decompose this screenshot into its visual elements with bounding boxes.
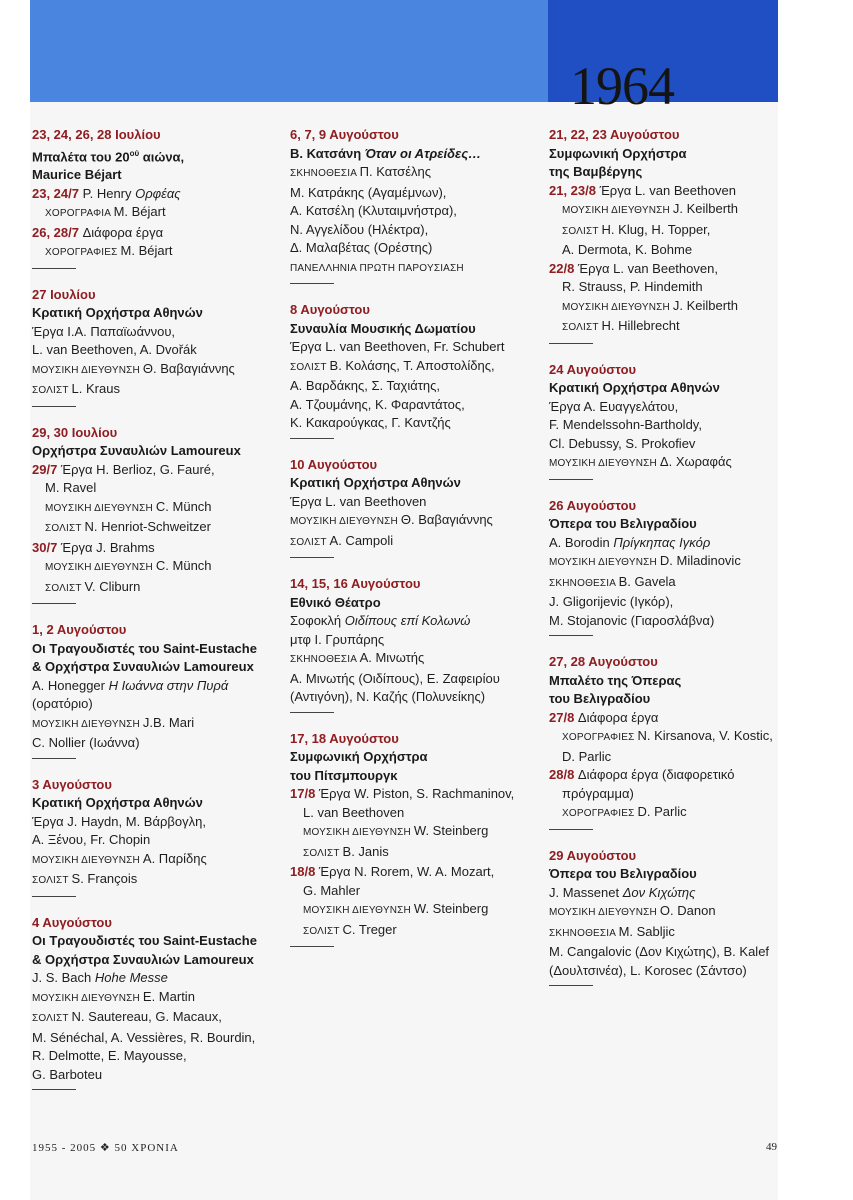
work-title: Β. Κατσάνη: [290, 145, 365, 161]
event-detail: [549, 573, 789, 594]
event-detail: [549, 534, 789, 553]
event-detail: M. Ravel: [45, 480, 97, 496]
text-segment: Θ. Βαβαγιάννης: [142, 360, 235, 376]
event-entry: [290, 456, 530, 559]
performance-date: 30/7: [32, 539, 61, 555]
event-title: Κρατική Ορχήστρα Αθηνών: [290, 475, 461, 490]
event-detail: [32, 870, 272, 891]
event-detail: Μ. Κατράκης (Αγαμέμνων),: [290, 184, 447, 200]
event-entry: [290, 575, 530, 713]
text-segment: Έργα L. van Beethoven: [599, 182, 737, 198]
event-entry: [32, 776, 272, 897]
page-number: 49: [766, 1141, 777, 1153]
event-detail: [32, 498, 272, 519]
event-title: Όπερα του Βελιγραδίου: [549, 866, 697, 881]
text-segment: M. Béjart: [120, 243, 173, 259]
event-detail: Α. Βαρδάκης, Σ. Ταχιάτης,: [290, 378, 440, 393]
event-detail: [32, 578, 272, 599]
event-detail: [549, 766, 789, 785]
event-detail: [549, 297, 789, 318]
text-segment: L. Kraus: [71, 381, 120, 397]
event-date: 8 Αυγούστου: [290, 302, 370, 317]
event-detail: πρόγραμμα): [562, 785, 634, 801]
event-detail: [290, 649, 530, 670]
event-detail: [32, 518, 272, 539]
event-entry: [32, 424, 272, 605]
event-detail: [32, 969, 272, 988]
text-segment: Διάφορα έργα (διαφορετικό: [577, 767, 735, 782]
text-segment: E. Martin: [142, 988, 195, 1004]
work-title: Η Ιωάννα στην Πυρά: [108, 677, 229, 693]
text-segment: B. Gavela: [618, 573, 676, 589]
event-title: Εθνικό Θέατρο: [290, 594, 381, 610]
event-detail: Έργα Ι.Α. Παπαϊωάννου,: [32, 323, 176, 339]
text-segment: A. Honegger: [32, 677, 109, 693]
event-detail: G. Barboteu: [32, 1066, 103, 1082]
column-3: [549, 126, 789, 1003]
event-detail: Έργα J. Haydn, Μ. Βάρβογλη,: [32, 813, 206, 829]
event-date: 4 Αυγούστου: [32, 914, 112, 930]
event-detail: [32, 850, 272, 871]
text-segment: A. Campoli: [329, 532, 394, 548]
event-detail: [32, 461, 272, 480]
role-label: ΣΟΛΙΣΤ: [32, 1013, 72, 1025]
role-label: ΣΚΗΝΟΘΕΣΙΑ: [549, 927, 619, 939]
role-label: ΣΟΛΙΣΤ: [290, 361, 330, 373]
text-segment: C. Treger: [342, 921, 397, 937]
role-label: ΠΑΝΕΛΛΗΝΙΑ ΠΡΩΤΗ ΠΑΡΟΥΣΙΑΣΗ: [290, 262, 464, 274]
role-label: ΧΟΡΟΓΡΑΦΙΑ: [45, 208, 114, 220]
text-segment: Α. Μινωτής: [359, 650, 425, 665]
event-detail: [32, 360, 272, 381]
event-detail: [32, 539, 272, 558]
text-segment: Σοφοκλή: [290, 613, 345, 628]
text-segment: Α. Παρίδης: [142, 850, 207, 866]
text-segment: J. Massenet: [549, 884, 623, 900]
event-title: του Βελιγραδίου: [549, 691, 651, 706]
event-date: 23, 24, 26, 28 Ιουλίου: [32, 127, 161, 142]
text-segment: M. Sabljic: [618, 923, 675, 939]
text-segment: Διάφορα έργα: [577, 709, 659, 725]
event-entry: [290, 301, 530, 439]
event-entry: [549, 847, 789, 987]
event-entry: [549, 361, 789, 480]
event-detail: (ορατόριο): [32, 696, 93, 712]
performance-date: 21, 23/8: [549, 182, 600, 198]
role-label: ΣΟΛΙΣΤ: [290, 536, 330, 548]
role-label: ΜΟΥΣΙΚΗ ΔΙΕΥΘΥΝΣΗ: [549, 557, 660, 568]
performance-date: 26, 28/7: [32, 224, 83, 240]
event-date: 3 Αυγούστου: [32, 776, 112, 792]
event-detail: Έργα L. van Beethoven: [290, 493, 427, 509]
event-detail: F. Mendelssohn-Bartholdy,: [549, 417, 702, 432]
event-detail: [290, 785, 530, 804]
event-title: Συναυλία Μουσικής Δωματίου: [290, 320, 476, 336]
event-detail: [549, 221, 789, 242]
work-title: Δον Κιχώτης: [622, 884, 696, 900]
text-segment: C. Münch: [155, 558, 212, 574]
role-label: ΣΟΛΙΣΤ: [45, 582, 85, 594]
performance-date: 22/8: [549, 260, 578, 276]
event-date: 6, 7, 9 Αυγούστου: [290, 127, 399, 142]
event-detail: [549, 552, 789, 573]
text-segment: V. Cliburn: [84, 578, 141, 594]
event-detail: (Αντιγόνη), Ν. Καζής (Πολυνείκης): [290, 689, 486, 704]
event-entry: [32, 126, 272, 269]
event-entry: [290, 730, 530, 948]
event-date: 29, 30 Ιουλίου: [32, 424, 118, 440]
event-detail: J. Gligorijevic (Ιγκόρ),: [549, 594, 674, 609]
event-detail: (Δουλτσινέα), L. Korosec (Σάντσο): [549, 962, 747, 978]
role-label: ΜΟΥΣΙΚΗ ΔΙΕΥΘΥΝΣΗ: [562, 205, 673, 216]
event-date: 21, 22, 23 Αυγούστου: [549, 127, 680, 142]
text-segment: Π. Κατσέλης: [359, 164, 431, 179]
event-detail: [290, 357, 530, 378]
work-title: Hohe Messe: [94, 970, 168, 986]
event-detail: Α. Τζουμάνης, Κ. Φαραντάτος,: [290, 396, 465, 412]
column-2: [290, 126, 530, 964]
text-segment: Έργα L. van Beethoven,: [577, 260, 718, 276]
event-date: 24 Αυγούστου: [549, 361, 637, 377]
event-detail: Α. Μινωτής (Οιδίπους), Ε. Ζαφειρίου: [290, 670, 500, 686]
event-date: 10 Αυγούστου: [290, 456, 378, 472]
event-title: Όπερα του Βελιγραδίου: [549, 516, 697, 531]
text-segment: D. Miladinovic: [659, 553, 741, 568]
event-date: 27, 28 Αυγούστου: [549, 654, 658, 669]
event-detail: [32, 1008, 272, 1029]
work-title: Όταν οι Ατρείδες…: [364, 145, 482, 161]
event-title: Κρατική Ορχήστρα Αθηνών: [549, 380, 720, 395]
text-segment: B. Janis: [342, 843, 389, 859]
event-title: Ορχήστρα Συναυλιών Lamoureux: [32, 443, 241, 459]
column-1: [32, 126, 272, 1107]
event-detail: M. Stojanovic (Γιαροσλάβνα): [549, 612, 715, 628]
event-detail: [32, 677, 272, 696]
event-detail: D. Parlic: [562, 748, 612, 764]
role-label: ΜΟΥΣΙΚΗ ΔΙΕΥΘΥΝΣΗ: [303, 905, 414, 916]
role-label: ΣΚΗΝΟΘΕΣΙΑ: [290, 168, 360, 179]
role-label: ΧΟΡΟΓΡΑΦΙΕΣ: [45, 247, 121, 259]
event-title: Μπαλέτο της Όπερας: [549, 672, 682, 688]
event-date: 29 Αυγούστου: [549, 847, 637, 863]
role-label: ΜΟΥΣΙΚΗ ΔΙΕΥΘΥΝΣΗ: [562, 301, 673, 313]
role-label: ΧΟΡΟΓΡΑΦΙΕΣ: [562, 732, 638, 743]
event-entry: [549, 653, 789, 830]
role-label: ΜΟΥΣΙΚΗ ΔΙΕΥΘΥΝΣΗ: [290, 516, 401, 527]
event-detail: Κ. Κακαρούγκας, Γ. Καντζής: [290, 415, 451, 430]
text-segment: Θ. Βαβαγιάννης: [400, 512, 493, 527]
event-detail: A. Dermota, K. Bohme: [562, 242, 693, 257]
text-segment: D. Parlic: [637, 804, 687, 819]
event-detail: [290, 612, 530, 631]
event-detail: [290, 511, 530, 532]
event-detail: [32, 242, 272, 263]
text-segment: Β. Κολάσης, Τ. Αποστολίδης,: [329, 357, 495, 373]
event-detail: [290, 163, 530, 184]
role-label: ΜΟΥΣΙΚΗ ΔΙΕΥΘΥΝΣΗ: [549, 907, 660, 918]
event-title: & Ορχήστρα Συναυλιών Lamoureux: [32, 659, 254, 675]
role-label: ΣΟΛΙΣΤ: [45, 523, 85, 535]
event-detail: R. Delmotte, E. Mayousse,: [32, 1048, 187, 1064]
text-segment: Έργα H. Berlioz, G. Fauré,: [60, 461, 215, 477]
text-segment: S. François: [71, 871, 138, 887]
event-detail: M. Cangalovic (Δον Κιχώτης), B. Kalef: [549, 944, 770, 959]
event-detail: [290, 900, 530, 921]
event-detail: [549, 200, 789, 221]
role-label: ΜΟΥΣΙΚΗ ΔΙΕΥΘΥΝΣΗ: [32, 364, 143, 376]
event-detail: [32, 185, 272, 204]
event-detail: [549, 453, 789, 474]
event-detail: [32, 224, 272, 243]
event-date: 27 Ιουλίου: [32, 286, 96, 302]
role-label: ΣΟΛΙΣΤ: [303, 847, 343, 859]
text-segment: H. Klug, H. Topper,: [601, 221, 711, 237]
event-detail: [290, 863, 530, 882]
text-segment: Δ. Χωραφάς: [659, 454, 732, 469]
text-segment: N. Kirsanova, V. Kostic,: [637, 728, 773, 743]
event-entry: [290, 126, 530, 284]
event-detail: [549, 884, 789, 903]
event-detail: μτφ Ι. Γρυπάρης: [290, 631, 385, 647]
event-detail: L. van Beethoven: [303, 804, 405, 820]
text-segment: J. S. Bach: [32, 970, 95, 986]
text-segment: N. Sautereau, G. Macaux,: [71, 1009, 222, 1025]
event-title: Μπαλέτα του $20^{oύ}$ αιώνα,: [32, 148, 185, 164]
event-detail: [32, 380, 272, 401]
performance-date: 29/7: [32, 461, 61, 477]
event-title: Κρατική Ορχήστρα Αθηνών: [32, 305, 203, 321]
performance-date: 18/8: [290, 864, 319, 879]
event-detail: [32, 988, 272, 1009]
text-segment: N. Henriot-Schweitzer: [84, 519, 211, 535]
event-detail: [549, 182, 789, 201]
event-detail: L. van Beethoven, A. Dvořák: [32, 342, 197, 358]
event-title: Κρατική Ορχήστρα Αθηνών: [32, 795, 203, 811]
role-label: ΣΟΛΙΣΤ: [562, 225, 602, 237]
text-segment: O. Danon: [659, 903, 716, 918]
role-label: ΣΚΗΝΟΘΕΣΙΑ: [290, 654, 360, 665]
role-label: ΧΟΡΟΓΡΑΦΙΕΣ: [562, 808, 638, 819]
event-detail: [549, 727, 789, 748]
event-title: Συμφωνική Ορχήστρα: [290, 749, 428, 764]
text-segment: W. Steinberg: [413, 823, 489, 838]
event-detail: [549, 709, 789, 728]
event-detail: [290, 822, 530, 843]
text-segment: J. Keilberth: [672, 297, 738, 313]
header-band-light: [30, 0, 548, 102]
event-detail: [290, 532, 530, 553]
work-title: Πρίγκηπας Ιγκόρ: [613, 534, 711, 550]
text-segment: A. Borodin: [549, 534, 614, 550]
text-segment: Διάφορα έργα: [82, 224, 164, 240]
role-label: ΣΚΗΝΟΘΕΣΙΑ: [549, 577, 619, 589]
event-detail: Έργα Α. Ευαγγελάτου,: [549, 398, 679, 414]
event-detail: [32, 203, 272, 224]
event-title: Maurice Béjart: [32, 167, 122, 183]
role-label: ΣΟΛΙΣΤ: [32, 875, 72, 887]
performance-date: 28/8: [549, 767, 578, 782]
event-title: Συμφωνική Ορχήστρα: [549, 145, 687, 161]
event-detail: Α. Ξένου, Fr. Chopin: [32, 832, 151, 848]
event-detail: [549, 260, 789, 279]
event-detail: [290, 843, 530, 864]
event-entry: [549, 497, 789, 637]
text-segment: P. Henry: [82, 185, 136, 201]
event-detail: [290, 258, 530, 279]
event-detail: R. Strauss, P. Hindemith: [562, 279, 703, 294]
event-detail: [549, 923, 789, 944]
event-detail: C. Nollier (Ιωάννα): [32, 735, 140, 751]
role-label: ΜΟΥΣΙΚΗ ΔΙΕΥΘΥΝΣΗ: [32, 854, 143, 866]
event-entry: [32, 286, 272, 407]
text-segment: M. Béjart: [113, 204, 166, 220]
text-segment: C. Münch: [155, 498, 212, 514]
text-segment: J.B. Mari: [142, 714, 195, 730]
event-title: της Βαμβέργης: [549, 164, 643, 179]
event-detail: [32, 557, 272, 578]
event-date: 14, 15, 16 Αυγούστου: [290, 576, 421, 591]
performance-date: 23, 24/7: [32, 185, 83, 201]
work-title: Ορφέας: [135, 185, 181, 201]
event-detail: Α. Κατσέλη (Κλυταιμνήστρα),: [290, 203, 457, 218]
event-date: 1, 2 Αυγούστου: [32, 622, 127, 638]
role-label: ΜΟΥΣΙΚΗ ΔΙΕΥΘΥΝΣΗ: [32, 992, 143, 1004]
text-segment: Έργα W. Piston, S. Rachmaninov,: [318, 786, 515, 801]
text-segment: W. Steinberg: [413, 901, 489, 916]
event-entry: [32, 914, 272, 1091]
role-label: ΜΟΥΣΙΚΗ ΔΙΕΥΘΥΝΣΗ: [549, 458, 660, 469]
event-detail: [549, 902, 789, 923]
role-label: ΣΟΛΙΣΤ: [303, 925, 343, 937]
left-margin: [0, 0, 30, 1200]
event-detail: [549, 803, 789, 824]
role-label: ΣΟΛΙΣΤ: [562, 322, 602, 333]
text-segment: J. Keilberth: [672, 201, 738, 216]
role-label: ΜΟΥΣΙΚΗ ΔΙΕΥΘΥΝΣΗ: [32, 718, 143, 730]
performance-date: 17/8: [290, 786, 319, 801]
event-title: του Πίτσμπουργκ: [290, 767, 398, 783]
event-detail: M. Sénéchal, A. Vessières, R. Bourdin,: [32, 1029, 256, 1045]
text-segment: Έργα J. Brahms: [60, 539, 155, 555]
event-detail: Cl. Debussy, S. Prokofiev: [549, 435, 696, 451]
event-entry: [32, 621, 272, 759]
event-title: Οι Τραγουδιστές του Saint-Eustache: [32, 933, 257, 949]
event-detail: [290, 145, 530, 164]
event-detail: [32, 714, 272, 735]
role-label: ΜΟΥΣΙΚΗ ΔΙΕΥΘΥΝΣΗ: [303, 827, 414, 838]
event-detail: Ν. Αγγελίδου (Ηλέκτρα),: [290, 221, 429, 237]
work-title: Οιδίπους επί Κολωνώ: [344, 613, 471, 628]
event-detail: Δ. Μαλαβέτας (Ορέστης): [290, 240, 433, 255]
role-label: ΜΟΥΣΙΚΗ ΔΙΕΥΘΥΝΣΗ: [45, 502, 156, 514]
event-title: Οι Τραγουδιστές του Saint-Eustache: [32, 640, 257, 656]
event-detail: [290, 921, 530, 942]
year-heading: 1964: [570, 56, 674, 116]
event-date: 17, 18 Αυγούστου: [290, 730, 399, 746]
role-label: ΜΟΥΣΙΚΗ ΔΙΕΥΘΥΝΣΗ: [45, 562, 156, 574]
text-segment: H. Hillebrecht: [601, 318, 680, 333]
event-detail: [549, 317, 789, 338]
event-date: 26 Αυγούστου: [549, 497, 637, 513]
text-segment: Έργα N. Rorem, W. A. Mozart,: [318, 864, 495, 879]
event-entry: [549, 126, 789, 344]
role-label: ΣΟΛΙΣΤ: [32, 385, 72, 397]
event-detail: G. Mahler: [303, 882, 361, 898]
event-title: & Ορχήστρα Συναυλιών Lamoureux: [32, 951, 254, 967]
footer-caption: 1955 - 2005 ❖ 50 ΧΡΟΝΙΑ: [32, 1142, 179, 1154]
event-detail: Έργα L. van Beethoven, Fr. Schubert: [290, 339, 505, 354]
performance-date: 27/8: [549, 709, 578, 725]
